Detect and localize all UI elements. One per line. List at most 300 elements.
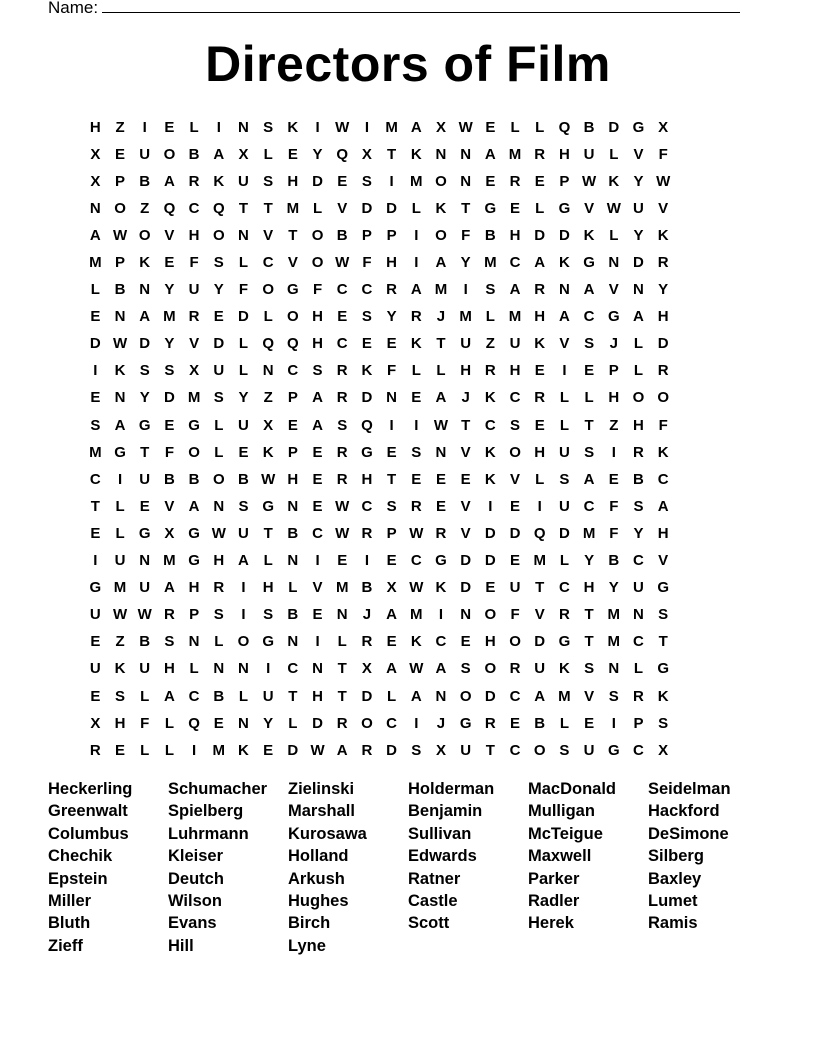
grid-letter[interactable]: B: [534, 714, 546, 732]
grid-letter[interactable]: I: [142, 118, 147, 136]
grid-letter[interactable]: F: [362, 254, 372, 272]
grid-letter[interactable]: E: [263, 741, 274, 759]
grid-letter[interactable]: U: [89, 606, 101, 624]
grid-letter[interactable]: S: [584, 443, 595, 461]
grid-letter[interactable]: O: [361, 714, 373, 732]
grid-letter[interactable]: A: [139, 308, 151, 326]
grid-letter[interactable]: L: [633, 335, 644, 353]
grid-letter[interactable]: W: [433, 416, 449, 434]
grid-letter[interactable]: E: [164, 254, 175, 272]
grid-letter[interactable]: U: [460, 335, 472, 353]
grid-letter[interactable]: R: [89, 741, 101, 759]
grid-letter[interactable]: A: [163, 172, 175, 190]
grid-letter[interactable]: L: [559, 714, 569, 732]
grid-letter[interactable]: G: [607, 741, 620, 759]
grid-letter[interactable]: L: [288, 579, 298, 597]
grid-letter[interactable]: D: [558, 524, 570, 542]
grid-letter[interactable]: H: [287, 172, 299, 190]
grid-letter[interactable]: A: [410, 281, 422, 299]
grid-letter[interactable]: A: [89, 226, 101, 244]
grid-letter[interactable]: P: [115, 254, 126, 272]
grid-letter[interactable]: L: [633, 660, 644, 678]
grid-letter[interactable]: V: [312, 579, 323, 597]
grid-letter[interactable]: E: [386, 335, 397, 353]
grid-letter[interactable]: E: [312, 606, 323, 624]
grid-letter[interactable]: T: [461, 416, 471, 434]
grid-letter[interactable]: C: [558, 579, 570, 597]
grid-letter[interactable]: B: [163, 470, 175, 488]
grid-letter[interactable]: V: [658, 199, 669, 217]
grid-letter[interactable]: A: [633, 308, 644, 326]
grid-letter[interactable]: I: [93, 362, 98, 380]
grid-letter[interactable]: W: [409, 524, 424, 542]
grid-letter[interactable]: K: [657, 443, 669, 461]
grid-letter[interactable]: C: [410, 552, 422, 570]
grid-letter[interactable]: L: [535, 118, 545, 136]
grid-letter[interactable]: Q: [188, 714, 200, 732]
grid-letter[interactable]: G: [657, 660, 669, 678]
grid-letter[interactable]: D: [633, 254, 644, 272]
grid-letter[interactable]: T: [436, 335, 446, 353]
grid-letter[interactable]: U: [139, 660, 151, 678]
grid-letter[interactable]: M: [89, 443, 102, 461]
grid-letter[interactable]: B: [238, 470, 249, 488]
grid-letter[interactable]: P: [559, 172, 570, 190]
grid-letter[interactable]: S: [238, 497, 249, 515]
grid-letter[interactable]: R: [188, 308, 200, 326]
grid-letter[interactable]: I: [93, 552, 98, 570]
grid-letter[interactable]: D: [558, 226, 570, 244]
grid-letter[interactable]: N: [312, 660, 323, 678]
grid-letter[interactable]: U: [139, 470, 151, 488]
grid-letter[interactable]: V: [559, 335, 570, 353]
grid-letter[interactable]: R: [336, 389, 348, 407]
grid-letter[interactable]: M: [434, 281, 448, 299]
grid-letter[interactable]: A: [558, 308, 570, 326]
grid-letter[interactable]: A: [213, 145, 225, 163]
grid-letter[interactable]: H: [460, 362, 472, 380]
grid-letter[interactable]: I: [192, 741, 197, 759]
grid-letter[interactable]: Z: [115, 118, 125, 136]
grid-letter[interactable]: C: [287, 362, 299, 380]
grid-letter[interactable]: I: [414, 254, 419, 272]
grid-letter[interactable]: M: [163, 308, 176, 326]
grid-letter[interactable]: M: [187, 389, 201, 407]
grid-letter[interactable]: C: [633, 552, 644, 570]
grid-letter[interactable]: Y: [633, 226, 644, 244]
grid-letter[interactable]: E: [361, 335, 372, 353]
grid-letter[interactable]: A: [435, 660, 447, 678]
grid-letter[interactable]: A: [484, 145, 496, 163]
grid-letter[interactable]: N: [287, 497, 299, 515]
grid-letter[interactable]: K: [484, 389, 496, 407]
grid-letter[interactable]: B: [336, 226, 348, 244]
grid-letter[interactable]: E: [164, 118, 175, 136]
grid-letter[interactable]: E: [534, 416, 545, 434]
grid-letter[interactable]: C: [386, 714, 398, 732]
grid-letter[interactable]: M: [508, 308, 522, 326]
grid-letter[interactable]: U: [633, 579, 644, 597]
grid-letter[interactable]: N: [238, 118, 249, 136]
grid-letter[interactable]: U: [534, 660, 546, 678]
grid-letter[interactable]: T: [288, 687, 298, 705]
grid-letter[interactable]: E: [312, 443, 323, 461]
grid-letter[interactable]: X: [361, 660, 372, 678]
grid-letter[interactable]: T: [263, 524, 273, 542]
grid-letter[interactable]: E: [312, 470, 323, 488]
grid-letter[interactable]: W: [211, 524, 226, 542]
grid-letter[interactable]: C: [336, 335, 348, 353]
grid-letter[interactable]: E: [90, 308, 101, 326]
grid-letter[interactable]: D: [139, 335, 151, 353]
grid-letter[interactable]: I: [241, 606, 246, 624]
grid-letter[interactable]: E: [386, 552, 397, 570]
grid-letter[interactable]: O: [212, 470, 225, 488]
grid-letter[interactable]: S: [213, 606, 224, 624]
grid-letter[interactable]: S: [559, 741, 570, 759]
grid-letter[interactable]: N: [460, 145, 472, 163]
grid-letter[interactable]: S: [263, 172, 274, 190]
grid-letter[interactable]: A: [583, 470, 595, 488]
grid-letter[interactable]: C: [188, 687, 200, 705]
grid-letter[interactable]: H: [312, 687, 323, 705]
grid-letter[interactable]: X: [658, 118, 669, 136]
grid-letter[interactable]: C: [583, 308, 595, 326]
grid-letter[interactable]: G: [632, 118, 645, 136]
grid-letter[interactable]: G: [188, 416, 200, 434]
grid-letter[interactable]: M: [163, 552, 176, 570]
grid-letter[interactable]: W: [261, 470, 276, 488]
grid-letter[interactable]: B: [188, 470, 200, 488]
grid-letter[interactable]: L: [485, 308, 495, 326]
grid-letter[interactable]: V: [287, 254, 298, 272]
grid-letter[interactable]: R: [633, 443, 644, 461]
grid-letter[interactable]: N: [386, 389, 398, 407]
grid-letter[interactable]: D: [608, 118, 620, 136]
grid-letter[interactable]: M: [607, 633, 621, 651]
grid-letter[interactable]: V: [608, 281, 619, 299]
grid-letter[interactable]: R: [336, 362, 348, 380]
grid-letter[interactable]: S: [164, 633, 175, 651]
grid-letter[interactable]: M: [89, 254, 102, 272]
grid-letter[interactable]: R: [657, 254, 669, 272]
grid-letter[interactable]: E: [90, 524, 101, 542]
grid-letter[interactable]: Y: [584, 552, 595, 570]
grid-letter[interactable]: T: [337, 687, 347, 705]
grid-letter[interactable]: E: [386, 633, 397, 651]
grid-letter[interactable]: B: [114, 281, 126, 299]
grid-letter[interactable]: O: [435, 226, 447, 244]
grid-letter[interactable]: B: [361, 579, 373, 597]
grid-letter[interactable]: D: [484, 524, 496, 542]
grid-letter[interactable]: A: [336, 741, 348, 759]
grid-letter[interactable]: Q: [212, 199, 225, 217]
grid-letter[interactable]: X: [435, 118, 446, 136]
grid-letter[interactable]: A: [534, 254, 546, 272]
grid-letter[interactable]: I: [315, 552, 320, 570]
grid-letter[interactable]: S: [584, 660, 595, 678]
grid-letter[interactable]: K: [139, 254, 151, 272]
grid-letter[interactable]: W: [335, 118, 350, 136]
grid-letter[interactable]: J: [461, 389, 470, 407]
grid-letter[interactable]: L: [609, 145, 619, 163]
grid-letter[interactable]: C: [484, 416, 496, 434]
grid-letter[interactable]: L: [140, 687, 150, 705]
grid-letter[interactable]: K: [114, 660, 126, 678]
grid-letter[interactable]: L: [559, 389, 569, 407]
grid-letter[interactable]: T: [461, 199, 471, 217]
grid-letter[interactable]: V: [460, 524, 471, 542]
grid-letter[interactable]: O: [509, 443, 521, 461]
grid-letter[interactable]: Q: [336, 145, 349, 163]
grid-letter[interactable]: C: [188, 199, 200, 217]
grid-letter[interactable]: N: [238, 660, 249, 678]
grid-letter[interactable]: X: [238, 145, 249, 163]
grid-letter[interactable]: I: [438, 606, 444, 624]
grid-letter[interactable]: S: [361, 308, 372, 326]
grid-letter[interactable]: I: [315, 118, 320, 136]
grid-letter[interactable]: F: [658, 416, 668, 434]
grid-letter[interactable]: U: [460, 741, 472, 759]
grid-letter[interactable]: Y: [164, 281, 175, 299]
grid-letter[interactable]: W: [656, 172, 671, 190]
name-underline[interactable]: [102, 0, 740, 13]
grid-letter[interactable]: L: [411, 362, 421, 380]
grid-letter[interactable]: J: [609, 335, 618, 353]
grid-letter[interactable]: S: [213, 254, 224, 272]
grid-letter[interactable]: W: [409, 579, 424, 597]
grid-letter[interactable]: E: [213, 308, 224, 326]
grid-letter[interactable]: K: [435, 579, 447, 597]
grid-letter[interactable]: B: [633, 470, 644, 488]
grid-letter[interactable]: H: [534, 443, 546, 461]
grid-letter[interactable]: H: [583, 579, 595, 597]
grid-letter[interactable]: D: [213, 335, 225, 353]
grid-letter[interactable]: E: [164, 416, 175, 434]
grid-letter[interactable]: R: [534, 281, 546, 299]
grid-letter[interactable]: K: [213, 172, 225, 190]
grid-letter[interactable]: D: [509, 524, 521, 542]
grid-letter[interactable]: C: [657, 470, 669, 488]
grid-letter[interactable]: T: [584, 633, 594, 651]
grid-letter[interactable]: U: [238, 524, 249, 542]
grid-letter[interactable]: L: [214, 416, 224, 434]
grid-letter[interactable]: K: [657, 687, 669, 705]
grid-letter[interactable]: L: [411, 199, 421, 217]
grid-letter[interactable]: V: [164, 497, 175, 515]
grid-letter[interactable]: S: [386, 497, 397, 515]
grid-letter[interactable]: R: [213, 579, 225, 597]
grid-letter[interactable]: E: [510, 552, 521, 570]
grid-letter[interactable]: T: [288, 226, 298, 244]
grid-letter[interactable]: L: [238, 335, 249, 353]
grid-letter[interactable]: P: [608, 362, 619, 380]
grid-letter[interactable]: R: [361, 633, 373, 651]
grid-letter[interactable]: F: [609, 497, 619, 515]
grid-letter[interactable]: I: [463, 281, 468, 299]
grid-letter[interactable]: I: [537, 497, 542, 515]
grid-letter[interactable]: G: [484, 199, 497, 217]
grid-letter[interactable]: D: [534, 226, 546, 244]
grid-letter[interactable]: I: [241, 579, 246, 597]
grid-letter[interactable]: U: [114, 552, 126, 570]
grid-letter[interactable]: B: [484, 226, 496, 244]
grid-letter[interactable]: G: [583, 254, 595, 272]
grid-letter[interactable]: O: [237, 633, 250, 651]
grid-letter[interactable]: F: [510, 606, 520, 624]
grid-letter[interactable]: C: [633, 633, 644, 651]
grid-letter[interactable]: D: [657, 335, 669, 353]
grid-letter[interactable]: L: [189, 118, 199, 136]
grid-letter[interactable]: V: [337, 199, 348, 217]
grid-letter[interactable]: X: [263, 416, 274, 434]
grid-letter[interactable]: E: [485, 118, 496, 136]
grid-letter[interactable]: D: [238, 308, 249, 326]
grid-letter[interactable]: K: [410, 633, 422, 651]
grid-letter[interactable]: A: [435, 254, 447, 272]
grid-letter[interactable]: C: [312, 524, 323, 542]
grid-letter[interactable]: R: [361, 741, 373, 759]
grid-letter[interactable]: U: [633, 199, 644, 217]
grid-letter[interactable]: W: [458, 118, 473, 136]
grid-letter[interactable]: E: [584, 714, 595, 732]
grid-letter[interactable]: B: [213, 687, 225, 705]
grid-letter[interactable]: M: [113, 579, 127, 597]
grid-letter[interactable]: K: [114, 362, 126, 380]
grid-letter[interactable]: R: [410, 308, 422, 326]
grid-letter[interactable]: I: [389, 416, 394, 434]
grid-letter[interactable]: H: [312, 335, 323, 353]
grid-letter[interactable]: H: [312, 308, 323, 326]
grid-letter[interactable]: N: [188, 633, 200, 651]
grid-letter[interactable]: U: [509, 579, 521, 597]
grid-letter[interactable]: L: [633, 362, 644, 380]
grid-letter[interactable]: E: [90, 687, 101, 705]
grid-letter[interactable]: L: [263, 552, 273, 570]
grid-letter[interactable]: A: [386, 606, 398, 624]
grid-letter[interactable]: C: [435, 633, 447, 651]
grid-letter[interactable]: N: [238, 714, 249, 732]
grid-letter[interactable]: E: [411, 389, 422, 407]
grid-letter[interactable]: G: [89, 579, 102, 597]
grid-letter[interactable]: J: [436, 714, 446, 732]
grid-letter[interactable]: S: [312, 362, 323, 380]
grid-letter[interactable]: I: [364, 118, 369, 136]
grid-letter[interactable]: N: [558, 281, 570, 299]
grid-letter[interactable]: U: [262, 687, 274, 705]
grid-letter[interactable]: I: [414, 226, 419, 244]
grid-letter[interactable]: W: [606, 199, 621, 217]
grid-letter[interactable]: N: [139, 281, 151, 299]
grid-letter[interactable]: P: [361, 226, 372, 244]
grid-letter[interactable]: R: [336, 714, 348, 732]
grid-letter[interactable]: E: [534, 172, 545, 190]
grid-letter[interactable]: T: [485, 741, 495, 759]
grid-letter[interactable]: L: [559, 416, 569, 434]
grid-letter[interactable]: L: [115, 524, 125, 542]
grid-letter[interactable]: Q: [287, 335, 299, 353]
grid-letter[interactable]: A: [163, 579, 175, 597]
grid-letter[interactable]: K: [484, 443, 496, 461]
grid-letter[interactable]: G: [558, 633, 571, 651]
grid-letter[interactable]: C: [287, 660, 299, 678]
grid-letter[interactable]: L: [214, 633, 224, 651]
grid-letter[interactable]: M: [286, 199, 300, 217]
grid-letter[interactable]: C: [361, 281, 373, 299]
grid-letter[interactable]: Q: [163, 199, 176, 217]
grid-letter[interactable]: I: [414, 714, 419, 732]
grid-letter[interactable]: R: [188, 172, 200, 190]
grid-letter[interactable]: A: [312, 389, 323, 407]
grid-letter[interactable]: O: [311, 254, 324, 272]
grid-letter[interactable]: A: [435, 389, 447, 407]
grid-letter[interactable]: R: [435, 524, 447, 542]
grid-letter[interactable]: M: [484, 254, 497, 272]
grid-letter[interactable]: X: [658, 741, 669, 759]
grid-letter[interactable]: Z: [609, 416, 619, 434]
grid-letter[interactable]: V: [633, 145, 644, 163]
grid-letter[interactable]: W: [335, 497, 350, 515]
grid-letter[interactable]: S: [658, 714, 669, 732]
grid-letter[interactable]: H: [287, 470, 299, 488]
grid-letter[interactable]: N: [460, 172, 472, 190]
grid-letter[interactable]: S: [337, 416, 348, 434]
grid-letter[interactable]: L: [238, 362, 249, 380]
grid-letter[interactable]: S: [510, 416, 521, 434]
grid-letter[interactable]: W: [112, 606, 128, 624]
grid-letter[interactable]: E: [460, 470, 471, 488]
grid-letter[interactable]: W: [112, 335, 128, 353]
grid-letter[interactable]: E: [435, 497, 446, 515]
grid-letter[interactable]: E: [337, 552, 348, 570]
grid-letter[interactable]: R: [484, 714, 496, 732]
grid-letter[interactable]: O: [163, 145, 176, 163]
grid-letter[interactable]: B: [287, 524, 299, 542]
grid-letter[interactable]: H: [163, 660, 175, 678]
grid-letter[interactable]: H: [558, 145, 570, 163]
grid-letter[interactable]: K: [435, 199, 447, 217]
grid-letter[interactable]: Z: [115, 633, 125, 651]
grid-letter[interactable]: W: [310, 741, 325, 759]
grid-letter[interactable]: V: [460, 443, 471, 461]
grid-letter[interactable]: L: [164, 741, 174, 759]
grid-letter[interactable]: D: [89, 335, 101, 353]
grid-letter[interactable]: C: [633, 741, 644, 759]
grid-letter[interactable]: G: [138, 524, 151, 542]
grid-letter[interactable]: O: [188, 443, 200, 461]
grid-letter[interactable]: V: [460, 497, 471, 515]
grid-letter[interactable]: M: [607, 606, 621, 624]
grid-letter[interactable]: S: [559, 470, 570, 488]
grid-letter[interactable]: H: [188, 226, 200, 244]
grid-letter[interactable]: E: [510, 714, 521, 732]
grid-letter[interactable]: S: [584, 335, 595, 353]
grid-letter[interactable]: V: [164, 226, 175, 244]
grid-letter[interactable]: D: [386, 741, 398, 759]
grid-letter[interactable]: X: [90, 714, 101, 732]
grid-letter[interactable]: V: [584, 687, 595, 705]
grid-letter[interactable]: X: [164, 524, 175, 542]
grid-letter[interactable]: K: [361, 362, 373, 380]
grid-letter[interactable]: Y: [139, 389, 150, 407]
grid-letter[interactable]: C: [583, 497, 595, 515]
grid-letter[interactable]: F: [461, 226, 471, 244]
grid-letter[interactable]: S: [658, 606, 669, 624]
grid-letter[interactable]: R: [484, 362, 496, 380]
grid-letter[interactable]: E: [460, 633, 471, 651]
grid-letter[interactable]: I: [414, 416, 419, 434]
grid-letter[interactable]: K: [262, 443, 274, 461]
